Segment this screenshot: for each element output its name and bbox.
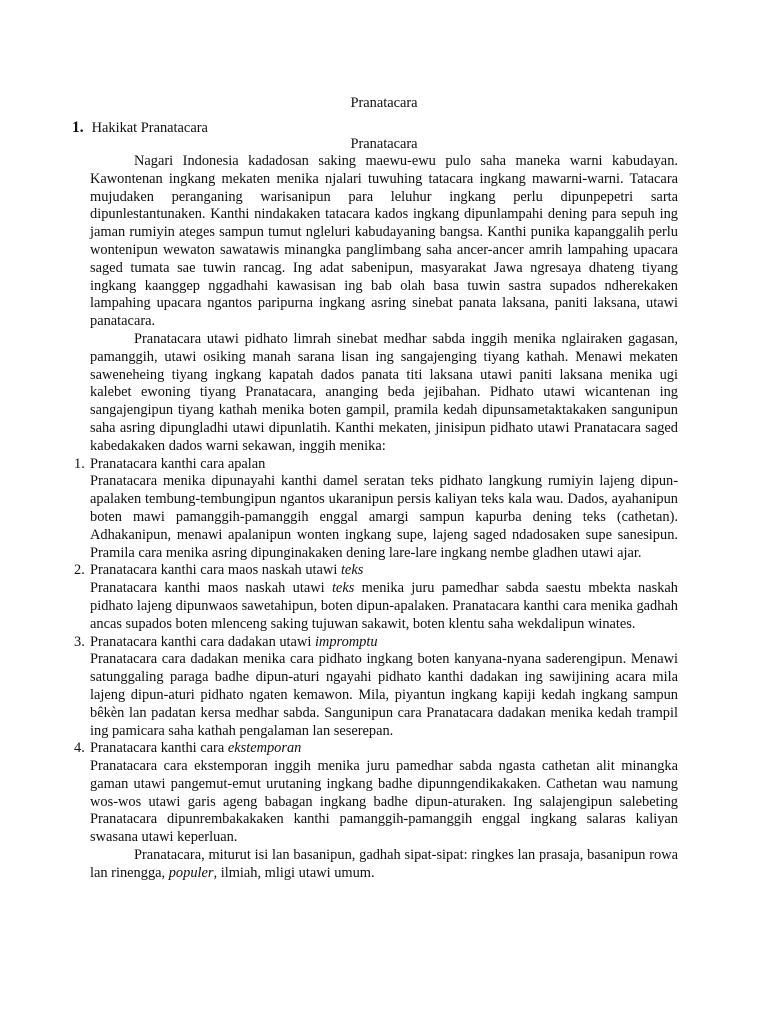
section-number: 1. bbox=[72, 119, 84, 136]
document-title: Pranatacara bbox=[350, 95, 418, 111]
list-item bbox=[74, 740, 678, 847]
section-heading bbox=[72, 119, 208, 138]
list-item-number: 1. bbox=[74, 455, 85, 472]
list-item-title: 4. Pranatacara kanthi cara ekstemporan bbox=[74, 740, 302, 757]
intro-paragraph: Pranatacara utawi pidhato limrah sinebat medhar sabda inggih menika nglairaken gagasan, pamanggih, utawi osiking manah sarana lisan ing sangajenging tiyang kathah. Menawi mekaten saweneheing tiyang ingkang kapatah dados panata titi laksana utawi paniti laksana menika ugi kalebet ewoning tiyang Pranatacara, ananging beda jejibahan. Pidhato utawi wicantenan ing sangajengipun tiyang kathah menika boten gampil, pramila kedah dipunsametaktakaken sangunipun saha asring dipungladhi utawi dipunlatih. Kanthi mekaten, jinisipun pidhato utawi Pranatacara saged kabedakaken dados warni sekawan, inggih menika: bbox=[90, 330, 678, 454]
list-item-title: 3. Pranatacara kanthi cara dadakan utawi impromptu bbox=[74, 633, 378, 650]
list-item bbox=[74, 562, 678, 633]
list-item-text: Pranatacara cara dadakan menika cara pidhato ingkang boten kanyana-nyana saderengipun. Menawi satunggaling paraga badhe dipun-aturi ngayahi pidhato kanthi dadakan ing sawijining acara mila lajeng dipun-aturi pidhato ngaten kemawon. Mila, piyantun ingkang kapiji kedah ingkang sampun bêkèn lan padatan kersa medhar sabda. Sangunipun cara Pranatacara dadakan menika kedah trampil ing pamicara saha kathah pengalaman lan seserepan. bbox=[90, 651, 678, 739]
list-item-number: 4. bbox=[74, 740, 85, 757]
section-subtitle: Pranatacara bbox=[350, 136, 418, 152]
list-item bbox=[74, 633, 678, 741]
intro-paragraph: Nagari Indonesia kadadosan saking maewu-ewu pulo saha maneka warni kabudayan. Kawontenan ingkang mekaten menika njalari tuwuhing tatacara ingkang mawarni-warni. Tatacara mujudaken peranganing warisanipun para leluhur ingkang perlu dipunpepetri sarta dipunlestantunaken. Kanthi nindakaken tatacara kados ingkang dipunlampahi dening para sepuh ing jaman rumiyin ateges sampun tumut ngleluri kabudayaning bangsa. Kanthi punika kapanggalih perlu wontenipun wewaton sawatawis minangka panglimbang saha ancer-ancer amrih lampahing upacara saged tumata sae tuwin rancag. Ing adat sabenipun, masyarakat Jawa ngresaya dhateng tiyang ingkang kaanggep nggadhahi kawasisan ing bab olah basa tuwin sastra supados ndherekaken lampahing upacara ngantos paripurna ingkang asring sinebat panata laksana, paniti laksana, utawi panatacara. bbox=[90, 153, 678, 330]
list-item-number: 2. bbox=[74, 562, 85, 579]
list-item-number: 3. bbox=[74, 633, 85, 650]
list-item-title: 2. Pranatacara kanthi cara maos naskah utawi teks bbox=[74, 562, 364, 579]
list-item-text: Pranatacara kanthi maos naskah utawi teks menika juru pamedhar sabda saestu mbekta naskah pidhato lajeng dipunwaos sawetahipun, boten dipun-apalaken. Pranatacara kanthi cara menika gadhah ancas supados boten mlenceng saking tujuwan sakawit, boten klentu saha wekdalipun winates. bbox=[90, 580, 678, 632]
list-item bbox=[74, 455, 678, 563]
section-heading-text: Hakikat Pranatacara bbox=[91, 120, 208, 136]
closing-paragraph: Pranatacara, miturut isi lan basanipun, gadhah sipat-sipat: ringkes lan prasaja, basanipun rowa lan rinengga, populer, ilmiah, mligi utawi umum. bbox=[90, 847, 678, 881]
list-item-title: 1. Pranatacara kanthi cara apalan bbox=[74, 455, 266, 472]
document-body bbox=[74, 153, 678, 883]
list-item-text: Pranatacara menika dipunayahi kanthi damel seratan teks pidhato langkung rumiyin lajeng dipun-apalaken tembung-tembungipun ngantos ukaranipun persis kaliyan teks kala wau. Dados, ayahanipun boten mawi pamanggih-pamanggih enggal amargi sampun kapurba dening teks (cathetan). Adhakanipun, menawi apalanipun wonten ingkang supe, lajeng saged ndadosaken supe sanesipun. Pramila cara menika asring dipunginakaken dening lare-lare ingkang nembe gladhen utawi ajar. bbox=[90, 473, 678, 561]
list-item-text: Pranatacara cara ekstemporan inggih menika juru pamedhar sabda ngasta cathetan alit minangka gaman utawi pangemut-emut urutaning ingkang badhe dipunngendikakaken. Cathetan wau namung wos-wos utawi garis ageng babagan ingkang badhe dipun-aturaken. Ing salajengipun salebeting Pranatacara dipunrembakakaken kanthi pamanggih-pamanggih enggal ingkang salaras kaliyan swasana utawi keperluan. bbox=[90, 758, 678, 846]
